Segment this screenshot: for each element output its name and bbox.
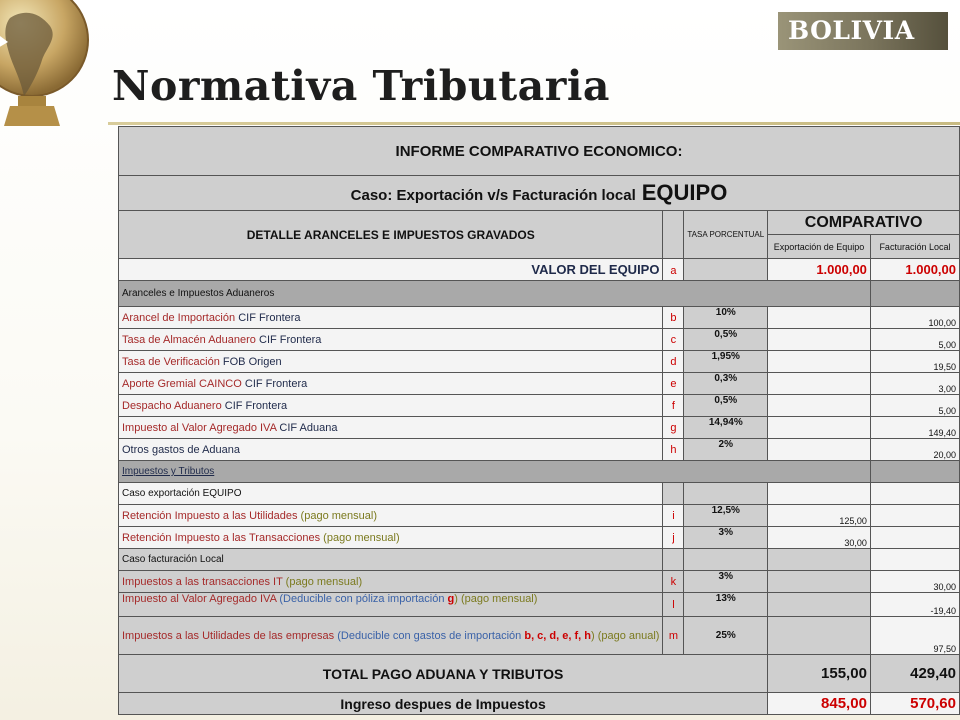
row-label — [119, 417, 663, 439]
income-row — [119, 693, 960, 715]
table-row — [119, 505, 960, 527]
value-code: a — [663, 259, 684, 281]
row-code: i — [663, 505, 684, 527]
table-row — [119, 439, 960, 461]
row-rate: 1,95% — [684, 351, 768, 373]
iue-export — [768, 617, 871, 655]
row-basis: CIF Frontera — [224, 399, 288, 412]
section-customs-row — [119, 281, 960, 307]
row-rate: 0,5% — [684, 329, 768, 351]
row-label — [119, 395, 663, 417]
case-row — [119, 176, 960, 211]
value-rate — [684, 259, 768, 281]
row-basis: CIF Frontera — [238, 311, 301, 324]
section-taxes-row — [119, 461, 960, 483]
col-export-header: Exportación de Equipo — [768, 235, 871, 259]
total-export: 155,00 — [768, 655, 871, 693]
section-taxes-label: Impuestos y Tributos — [122, 466, 215, 477]
value-label: VALOR DEL EQUIPO — [119, 259, 663, 281]
row-export — [768, 329, 871, 351]
table-title-row — [119, 127, 960, 176]
row-label — [119, 439, 663, 461]
case-prefix: Caso: Exportación v/s Facturación local — [350, 187, 636, 204]
row-local: 149,40 — [870, 417, 959, 439]
iue-note-codes: b, c, d, e, f, h — [524, 629, 591, 642]
case-export-code — [663, 483, 684, 505]
table-row — [119, 593, 960, 617]
table-row — [119, 395, 960, 417]
row-rate: 3% — [684, 571, 768, 593]
comparison-table — [118, 126, 960, 715]
table-row — [119, 417, 960, 439]
row-name: Impuesto al Valor Agregado IVA — [122, 421, 277, 434]
total-label: TOTAL PAGO ADUANA Y TRIBUTOS — [119, 655, 768, 693]
row-export — [768, 307, 871, 329]
row-name: Otros gastos de Aduana — [122, 443, 241, 456]
row-export: 30,00 — [768, 527, 871, 549]
iva-export — [768, 593, 871, 617]
row-local — [870, 527, 959, 549]
comparative-header: COMPARATIVO — [768, 211, 960, 235]
table-row — [119, 329, 960, 351]
row-label — [119, 571, 663, 593]
row-label — [119, 329, 663, 351]
row-export — [768, 571, 871, 593]
case-title — [119, 176, 960, 211]
value-local: 1.000,00 — [870, 259, 959, 281]
case-export-local — [870, 483, 959, 505]
row-code: k — [663, 571, 684, 593]
case-local-export — [768, 549, 871, 571]
iue-rate: 25% — [684, 617, 768, 655]
row-basis: FOB Origen — [222, 355, 282, 368]
total-local: 429,40 — [870, 655, 959, 693]
iue-label — [119, 617, 663, 655]
row-local: 19,50 — [870, 351, 959, 373]
row-export — [768, 439, 871, 461]
row-local: 3,00 — [870, 373, 959, 395]
row-rate: 0,3% — [684, 373, 768, 395]
case-local-local — [870, 549, 959, 571]
iva-note-codes: g — [447, 593, 455, 605]
income-local: 570,60 — [870, 693, 959, 715]
row-code: f — [663, 395, 684, 417]
row-label — [119, 527, 663, 549]
rate-header: TASA PORCENTUAL — [684, 211, 768, 259]
row-label — [119, 373, 663, 395]
row-local: 5,00 — [870, 395, 959, 417]
table-row — [119, 527, 960, 549]
iue-note: (Deducible con gastos de importación — [337, 629, 522, 642]
row-export — [768, 373, 871, 395]
row-code: e — [663, 373, 684, 395]
row-export — [768, 395, 871, 417]
row-rate: 0,5% — [684, 395, 768, 417]
row-name: Despacho Aduanero — [122, 399, 222, 412]
case-local-code — [663, 549, 684, 571]
iva-rate: 13% — [684, 593, 768, 617]
title-divider — [108, 122, 960, 125]
table-row — [119, 307, 960, 329]
row-export: 125,00 — [768, 505, 871, 527]
row-rate: 14,94% — [684, 417, 768, 439]
section-taxes-blank — [870, 461, 959, 483]
row-code: h — [663, 439, 684, 461]
row-label — [119, 351, 663, 373]
iva-local: -19,40 — [870, 593, 959, 617]
income-label: Ingreso despues de Impuestos — [119, 693, 768, 715]
header-row-1 — [119, 211, 960, 235]
case-export-rate — [684, 483, 768, 505]
row-basis: CIF Frontera — [244, 377, 308, 390]
section-customs: Aranceles e Impuestos Aduaneros — [119, 281, 871, 307]
row-rate: 10% — [684, 307, 768, 329]
row-name: Retención Impuesto a las Transacciones — [122, 531, 321, 544]
globe-logo — [0, 0, 98, 128]
row-name: Tasa de Verificación — [122, 355, 220, 368]
row-note: (pago mensual) — [285, 575, 363, 588]
table-row — [119, 351, 960, 373]
table-row — [119, 571, 960, 593]
table-title: INFORME COMPARATIVO ECONOMICO: — [119, 127, 960, 176]
value-export: 1.000,00 — [768, 259, 871, 281]
income-export: 845,00 — [768, 693, 871, 715]
iva-name: Impuesto al Valor Agregado IVA — [122, 593, 277, 605]
row-code: b — [663, 307, 684, 329]
case-local-row — [119, 549, 960, 571]
iva-note-end: ) (pago mensual) — [454, 593, 538, 605]
iva-note: (Deducible con póliza importación — [279, 593, 445, 605]
row-export — [768, 351, 871, 373]
table-row — [119, 617, 960, 655]
row-basis: CIF Frontera — [259, 333, 322, 346]
value-row — [119, 259, 960, 281]
row-code: c — [663, 329, 684, 351]
row-code: d — [663, 351, 684, 373]
case-export-label: Caso exportación EQUIPO — [119, 483, 663, 505]
row-name: Arancel de Importación — [122, 311, 236, 324]
row-code: j — [663, 527, 684, 549]
page-title: Normativa Tributaria — [112, 62, 610, 110]
case-local-label: Caso facturación Local — [119, 549, 663, 571]
row-name: Aporte Gremial CAINCO — [122, 377, 242, 390]
row-export — [768, 417, 871, 439]
iue-name: Impuestos a las Utilidades de las empresas — [122, 629, 335, 642]
section-taxes — [119, 461, 871, 483]
row-rate: 2% — [684, 439, 768, 461]
case-export-export — [768, 483, 871, 505]
row-note: (pago mensual) — [300, 509, 377, 522]
iva-label — [119, 593, 663, 617]
iva-code: l — [663, 593, 684, 617]
row-name: Retención Impuesto a las Utilidades — [122, 509, 298, 522]
row-note: (pago mensual) — [323, 531, 400, 544]
code-header — [663, 211, 684, 259]
case-export-row — [119, 483, 960, 505]
row-local — [870, 505, 959, 527]
row-rate: 3% — [684, 527, 768, 549]
row-local: 5,00 — [870, 329, 959, 351]
iue-note-end: ) (pago anual) — [590, 629, 660, 642]
case-local-rate — [684, 549, 768, 571]
table-row — [119, 373, 960, 395]
col-local-header: Facturación Local — [870, 235, 959, 259]
row-local: 30,00 — [870, 571, 959, 593]
row-basis: CIF Aduana — [279, 421, 338, 434]
iue-local: 97,50 — [870, 617, 959, 655]
detail-header: DETALLE ARANCELES E IMPUESTOS GRAVADOS — [119, 211, 663, 259]
row-label — [119, 505, 663, 527]
iue-code: m — [663, 617, 684, 655]
section-customs-blank — [870, 281, 959, 307]
row-label — [119, 307, 663, 329]
total-row — [119, 655, 960, 693]
row-local: 20,00 — [870, 439, 959, 461]
row-code: g — [663, 417, 684, 439]
case-item: EQUIPO — [641, 180, 728, 205]
row-local: 100,00 — [870, 307, 959, 329]
country-badge: BOLIVIA — [778, 12, 948, 50]
row-name: Tasa de Almacén Aduanero — [122, 333, 256, 346]
row-name: Impuestos a las transacciones IT — [122, 575, 283, 588]
row-rate: 12,5% — [684, 505, 768, 527]
